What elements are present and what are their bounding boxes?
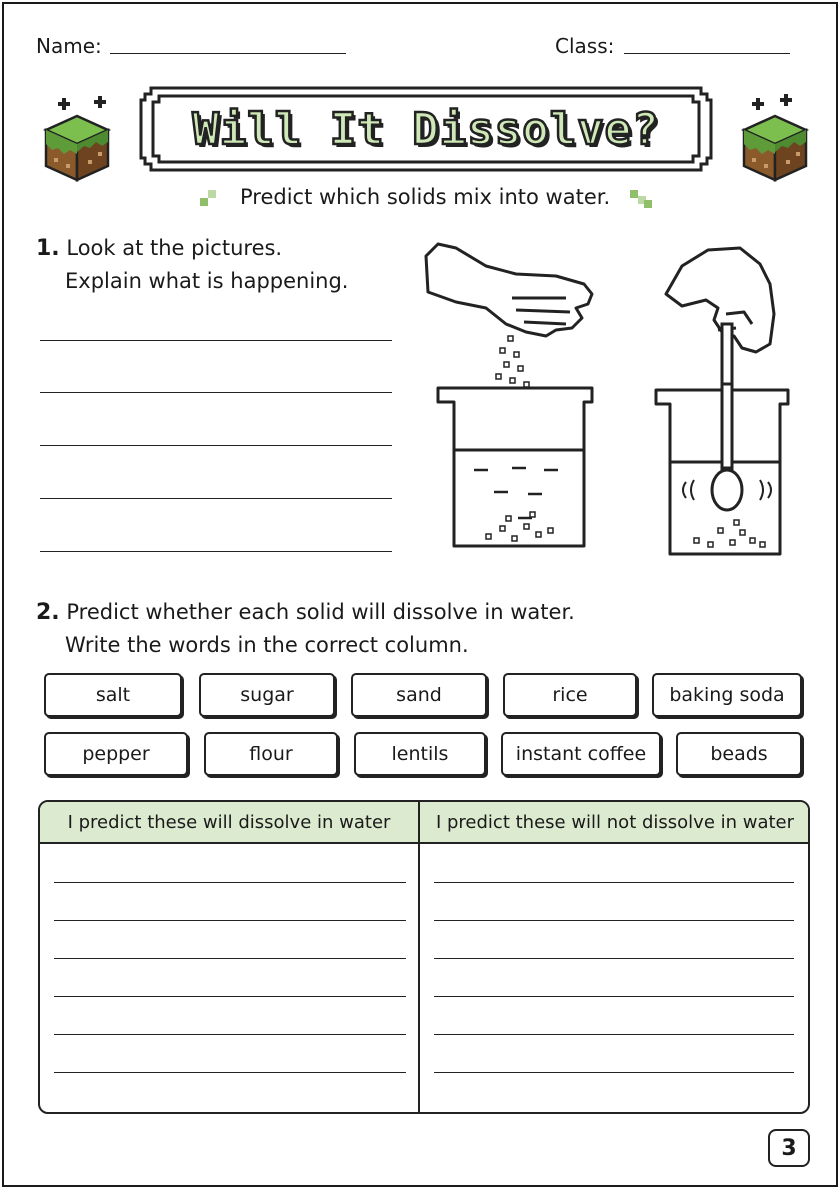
answer-line[interactable] [40,551,392,552]
answer-line[interactable] [434,920,794,921]
word-card[interactable]: baking soda [652,673,802,717]
question-1-line-2: Explain what is happening. [65,269,349,293]
answer-line[interactable] [434,996,794,997]
answer-line[interactable] [54,996,406,997]
word-card[interactable]: lentils [354,732,486,776]
grass-block-icon [42,94,112,184]
stirring-illustration [652,244,792,564]
pixel-deco-icon [630,188,654,210]
column-header-dissolve: I predict these will dissolve in water [40,802,418,844]
subtitle: Predict which solids mix into water. [240,185,611,209]
hand-stirring-icon [666,248,774,352]
pixel-deco-icon [200,188,222,210]
word-card[interactable]: instant coffee [501,732,661,776]
question-number: 1. [36,236,60,261]
answer-line[interactable] [40,340,392,341]
word-card[interactable]: flour [204,732,338,776]
answer-line[interactable] [434,958,794,959]
answer-line[interactable] [54,958,406,959]
answer-line[interactable] [40,445,392,446]
answer-line[interactable] [434,1034,794,1035]
answer-line[interactable] [434,1072,794,1073]
question-1-line-1: Look at the pictures. [66,236,283,260]
page-number: 3 [768,1129,810,1167]
column-divider [418,802,420,1112]
answer-line[interactable] [54,1034,406,1035]
word-card[interactable]: beads [676,732,802,776]
name-label: Name: [36,34,102,58]
hand-pouring-icon [426,244,592,336]
answer-line[interactable] [40,392,392,393]
class-label: Class: [555,34,615,58]
pouring-illustration [416,236,606,566]
word-card[interactable]: rice [503,673,637,717]
word-card[interactable]: pepper [44,732,188,776]
answer-line[interactable] [40,498,392,499]
title-banner [137,84,715,174]
page-title: Will It Dissolve? [192,103,660,155]
answer-line[interactable] [54,1072,406,1073]
answer-line[interactable] [54,920,406,921]
word-card[interactable]: sugar [199,673,335,717]
word-card[interactable]: sand [351,673,487,717]
name-field[interactable] [110,53,346,54]
answer-line[interactable] [434,882,794,883]
grass-block-icon [740,92,810,182]
question-2-line-1: Predict whether each solid will dissolve in water. [66,600,575,624]
word-card[interactable]: salt [44,673,182,717]
question-1 [36,232,348,297]
question-2 [36,596,575,661]
prediction-table [38,800,810,1114]
class-field[interactable] [624,53,790,54]
column-header-not-dissolve: I predict these will not dissolve in water [420,802,810,844]
question-number: 2. [36,600,60,625]
worksheet-page [2,2,838,1187]
question-2-line-2: Write the words in the correct column. [65,633,469,657]
beaker-icon [438,388,592,546]
answer-line[interactable] [54,882,406,883]
